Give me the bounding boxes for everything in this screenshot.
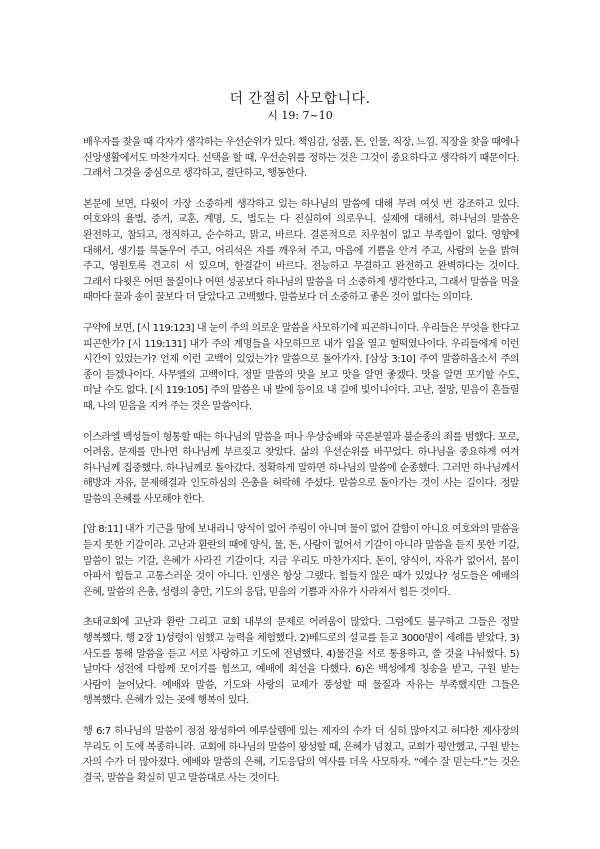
paragraph: 구약에 보면, [시 119:123] 내 눈이 주의 의로운 말씀을 사모하기에 피곤하니이다. 우리들은 무엇을 한다고 피곤한가? [시 119:131] 내가 주의 계명들을 사모하므로 내가 입을 열고 헐떡였나이다. 우리들에게 이런 시간이 있었는가? 언제 이런 고백이 있었는가? 말씀으로 돌아가자. [삼상 3:10] 주여 말씀하옵소서 주의 종이 듣겠나이다. 사무엘의 고백이다. 정말 말씀의 맛을 보고 맛을 알면 좋겠다. 맛을 알면 포기할 수도, 떠날 수도 없다. [시 119:105] 주의 말씀은 내 발에 등이요 내 길에 빛이니이다. 고난, 절망, 믿음이 흔들릴 때, 나의 믿음을 지켜 주는 것은 말씀이다. <box>83 322 519 412</box>
paragraph: 초대교회에 고난과 환란 그리고 교회 내부의 문제로 어려움이 많았다. 그럼에도 불구하고 그들은 정말 행복했다. 행 2장 1)성령이 임했고 능력을 체험했다. 2)베드로의 설교를 듣고 3000명이 세례를 받았다. 3)사도를 통해 말씀을 듣고 서로 사랑하고 기도에 전념했다. 4)물건을 서로 통용하고, 쓸 것을 나눠썼다. 5)날마다 성전에 다함께 모이기를 힘쓰고, 예배에 최선을 다했다. 6)온 백성에게 칭송을 받고, 구원 받는 사람이 늘어났다. 예배와 말씀, 기도와 사랑의 교제가 풍성할 때 물질과 자유는 부족했지만 그들은 행복했다. 은혜가 있는 곳에 행복이 있다. <box>83 617 519 707</box>
paragraph: 본문에 보면, 다윗이 가장 소중하게 생각하고 있는 하나님의 말씀에 대해 무려 여섯 번 강조하고 있다. 여호와의 율법, 증거, 교훈, 계명, 도, 법도는 다 진실하여 의로우니. 실제에 대해서, 하나님의 말씀은 완전하고, 참되고, 정직하고, 순수하고, 맑고, 바르다. 결론적으로 치우침이 없고 부족함이 없다. 영향에 대해서, 생기를 북돋우어 주고, 어리석은 자를 깨우쳐 주고, 마음에 기쁨을 안겨 주고, 사람의 눈을 밝혀 주고, 영원토록 견고히 서 있으며, 한결같이 바르다. 전능하고 무결하고 완전하고 완벽하다는 것이다. 그래서 다윗은 어떤 물질이나 어떤 성공보다 하나님의 말씀을 더 소중하게 생각한다고, 그래서 말씀을 먹을 때마다 꿀과 송이 꿀보다 더 달았다고 고백했다. 말씀보다 더 소중하고 좋은 것이 없다는 의미다. <box>83 198 519 304</box>
document-body <box>83 135 519 801</box>
paragraph: 배우자를 찾을 때 각자가 생각하는 우선순위가 있다. 책임감, 성품, 돈, 인물, 직장, 느낌. 직장을 찾을 때에나 신앙생활에서도 마찬가지다. 선택을 할 때, 우선순위를 정하는 것은 그것이 중요하다고 생각하기 때문이다. 그래서 그것을 중심으로 생각하고, 결단하고, 행동한다. <box>83 137 519 180</box>
paragraph: 행 6:7 하나님의 말씀이 점점 왕성하여 예루살렘에 있는 제자의 수가 더 심히 많아지고 허다한 제사장의 무리도 이 도에 복종하니라. 교회에 하나님의 말씀이 왕성할 때, 은혜가 넘쳤고, 교회가 평안했고, 구원 받는 자의 수가 더 많아졌다. 예배와 말씀의 은혜, 기도응답의 역사를 더욱 사모하자. “예수 잘 믿는다.”는 것은 결국, 말씀을 확실히 믿고 말씀대로 사는 것이다. <box>83 726 519 784</box>
scripture-reference: 시 19: 7~10 <box>267 109 333 122</box>
paragraph: 이스라엘 백성들이 형통할 때는 하나님의 말씀을 떠나 우상숭배와 국론분열과 불순종의 죄를 범했다. 포로, 어려움, 문제를 만나면 하나님께 부르짖고 찾았다. 삶의 우선순위를 바꾸었다. 하나님을 중요하게 여겨 하나님께 집중했다. 하나님께로 돌아갔다. 정확하게 말하면 하나님의 말씀에 순종했다. 그러면 하나님께서 해방과 자유, 문제해결과 인도하심의 은총을 허락해 주셨다. 말씀으로 돌아가는 것이 사는 길이다. 정말 말씀의 은혜를 사모해야 한다. <box>83 431 519 505</box>
paragraph: [암 8:11] 내가 기근을 땅에 보내리니 양식이 없어 주림이 아니며 물이 없어 갈함이 아니요 여호와의 말씀을 듣지 못한 기갈이라. 고난과 환란의 때에 양식, 물, 돈, 사람이 없어서 기갈이 아니라 말씀을 듣지 못한 기갈, 말씀이 없는 기갈, 은혜가 사라진 기갈이다. 지금 우리도 마찬가지다. 돈이, 양식이, 자유가 없어서, 몸이 아파서 힘들고 고통스러운 것이 아니다. 인생은 항상 그랬다. 힘들지 않은 때가 있었나? 성도들은 예배의 은혜, 말씀의 은총, 성령의 충만, 기도의 응답, 믿음의 기쁨과 자유가 사라져서 힘든 것이다. <box>83 524 519 598</box>
page-title: 더 간절히 사모합니다. <box>229 91 371 107</box>
